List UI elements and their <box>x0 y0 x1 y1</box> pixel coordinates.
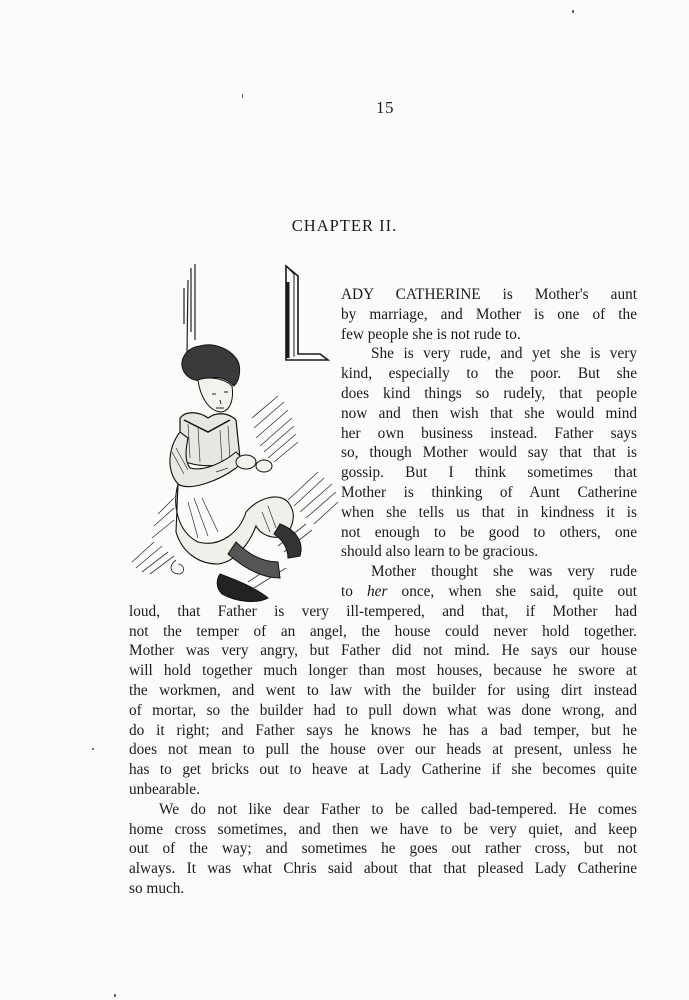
page-number: 15 <box>376 98 394 117</box>
text-line: She is very rude, and yet she is very <box>371 345 637 363</box>
text-line: not the temper of an angel, the house could never hold together. <box>129 622 637 640</box>
chapter-body-text <box>129 285 637 899</box>
text-line: home cross sometimes, and then we have to be very quiet, and keep <box>129 820 637 838</box>
text-line: should also learn to be gracious. <box>341 543 539 561</box>
text-line: the workmen, and went to law with the builder for using dirt instead <box>129 681 637 699</box>
chapter-title-text: CHAPTER II. <box>291 216 398 235</box>
paragraph-3 <box>129 562 637 800</box>
text-line: not enough to be good to others, one <box>341 523 637 541</box>
page-speck <box>572 10 574 13</box>
chapter-title <box>0 216 689 236</box>
text-fragment: once, when she said, quite out <box>387 582 637 600</box>
text-line: so much. <box>129 879 185 897</box>
text-line: gossip. But I think sometimes that <box>341 464 637 482</box>
page-speck <box>114 994 116 997</box>
paragraph-2 <box>129 344 637 562</box>
text-line: so, though Mother would say that that is <box>341 444 637 462</box>
text-line: has to get bricks out to heave at Lady Catherine if she becomes quite <box>129 761 637 779</box>
emphasis-her: her <box>367 582 388 600</box>
text-line: her own business instead. Father says <box>341 424 637 442</box>
page-speck <box>92 748 94 750</box>
text-line: now and then wish that she would mind <box>341 404 637 422</box>
text-line: We do not like dear Father to be called bad-tempered. He comes <box>159 800 637 818</box>
text-line: unbearable. <box>129 780 200 798</box>
text-line: loud, that Father is very ill-tempered, and that, if Mother had <box>129 602 637 620</box>
text-line: always. It was what Chris said about that that pleased Lady Catherine <box>129 860 637 878</box>
text-line: will hold together much longer than most houses, because he swore at <box>129 662 637 680</box>
text-line: few people she is not rude to. <box>341 325 521 343</box>
text-line: by marriage, and Mother is one of the <box>341 305 637 323</box>
text-line: when she tells us that in kindness it is <box>341 503 637 521</box>
text-fragment: to <box>341 582 368 600</box>
text-line: Mother was very angry, but Father did not mind. He says our house <box>129 642 637 660</box>
paragraph-4 <box>129 800 637 899</box>
text-line: does kind things so rudely, that people <box>341 384 637 402</box>
text-line <box>341 582 637 602</box>
page-speck <box>242 94 243 98</box>
text-line: do it right; and Father says he knows he has a bad temper, but he <box>129 721 637 739</box>
text-line: ADY CATHERINE is Mother's aunt <box>341 286 637 303</box>
text-line: Mother is thinking of Aunt Catherine <box>341 483 637 501</box>
text-line: does not mean to pull the house over our heads at present, unless he <box>129 741 637 759</box>
text-line: of mortar, so the builder had to pull down what was done wrong, and <box>129 701 637 719</box>
text-line: Mother thought she was very rude <box>371 563 637 581</box>
text-line: out of the way; and sometimes he goes out rather cross, but not <box>129 840 637 858</box>
text-line: kind, especially to the poor. But she <box>341 365 637 383</box>
paragraph-1 <box>129 285 637 344</box>
